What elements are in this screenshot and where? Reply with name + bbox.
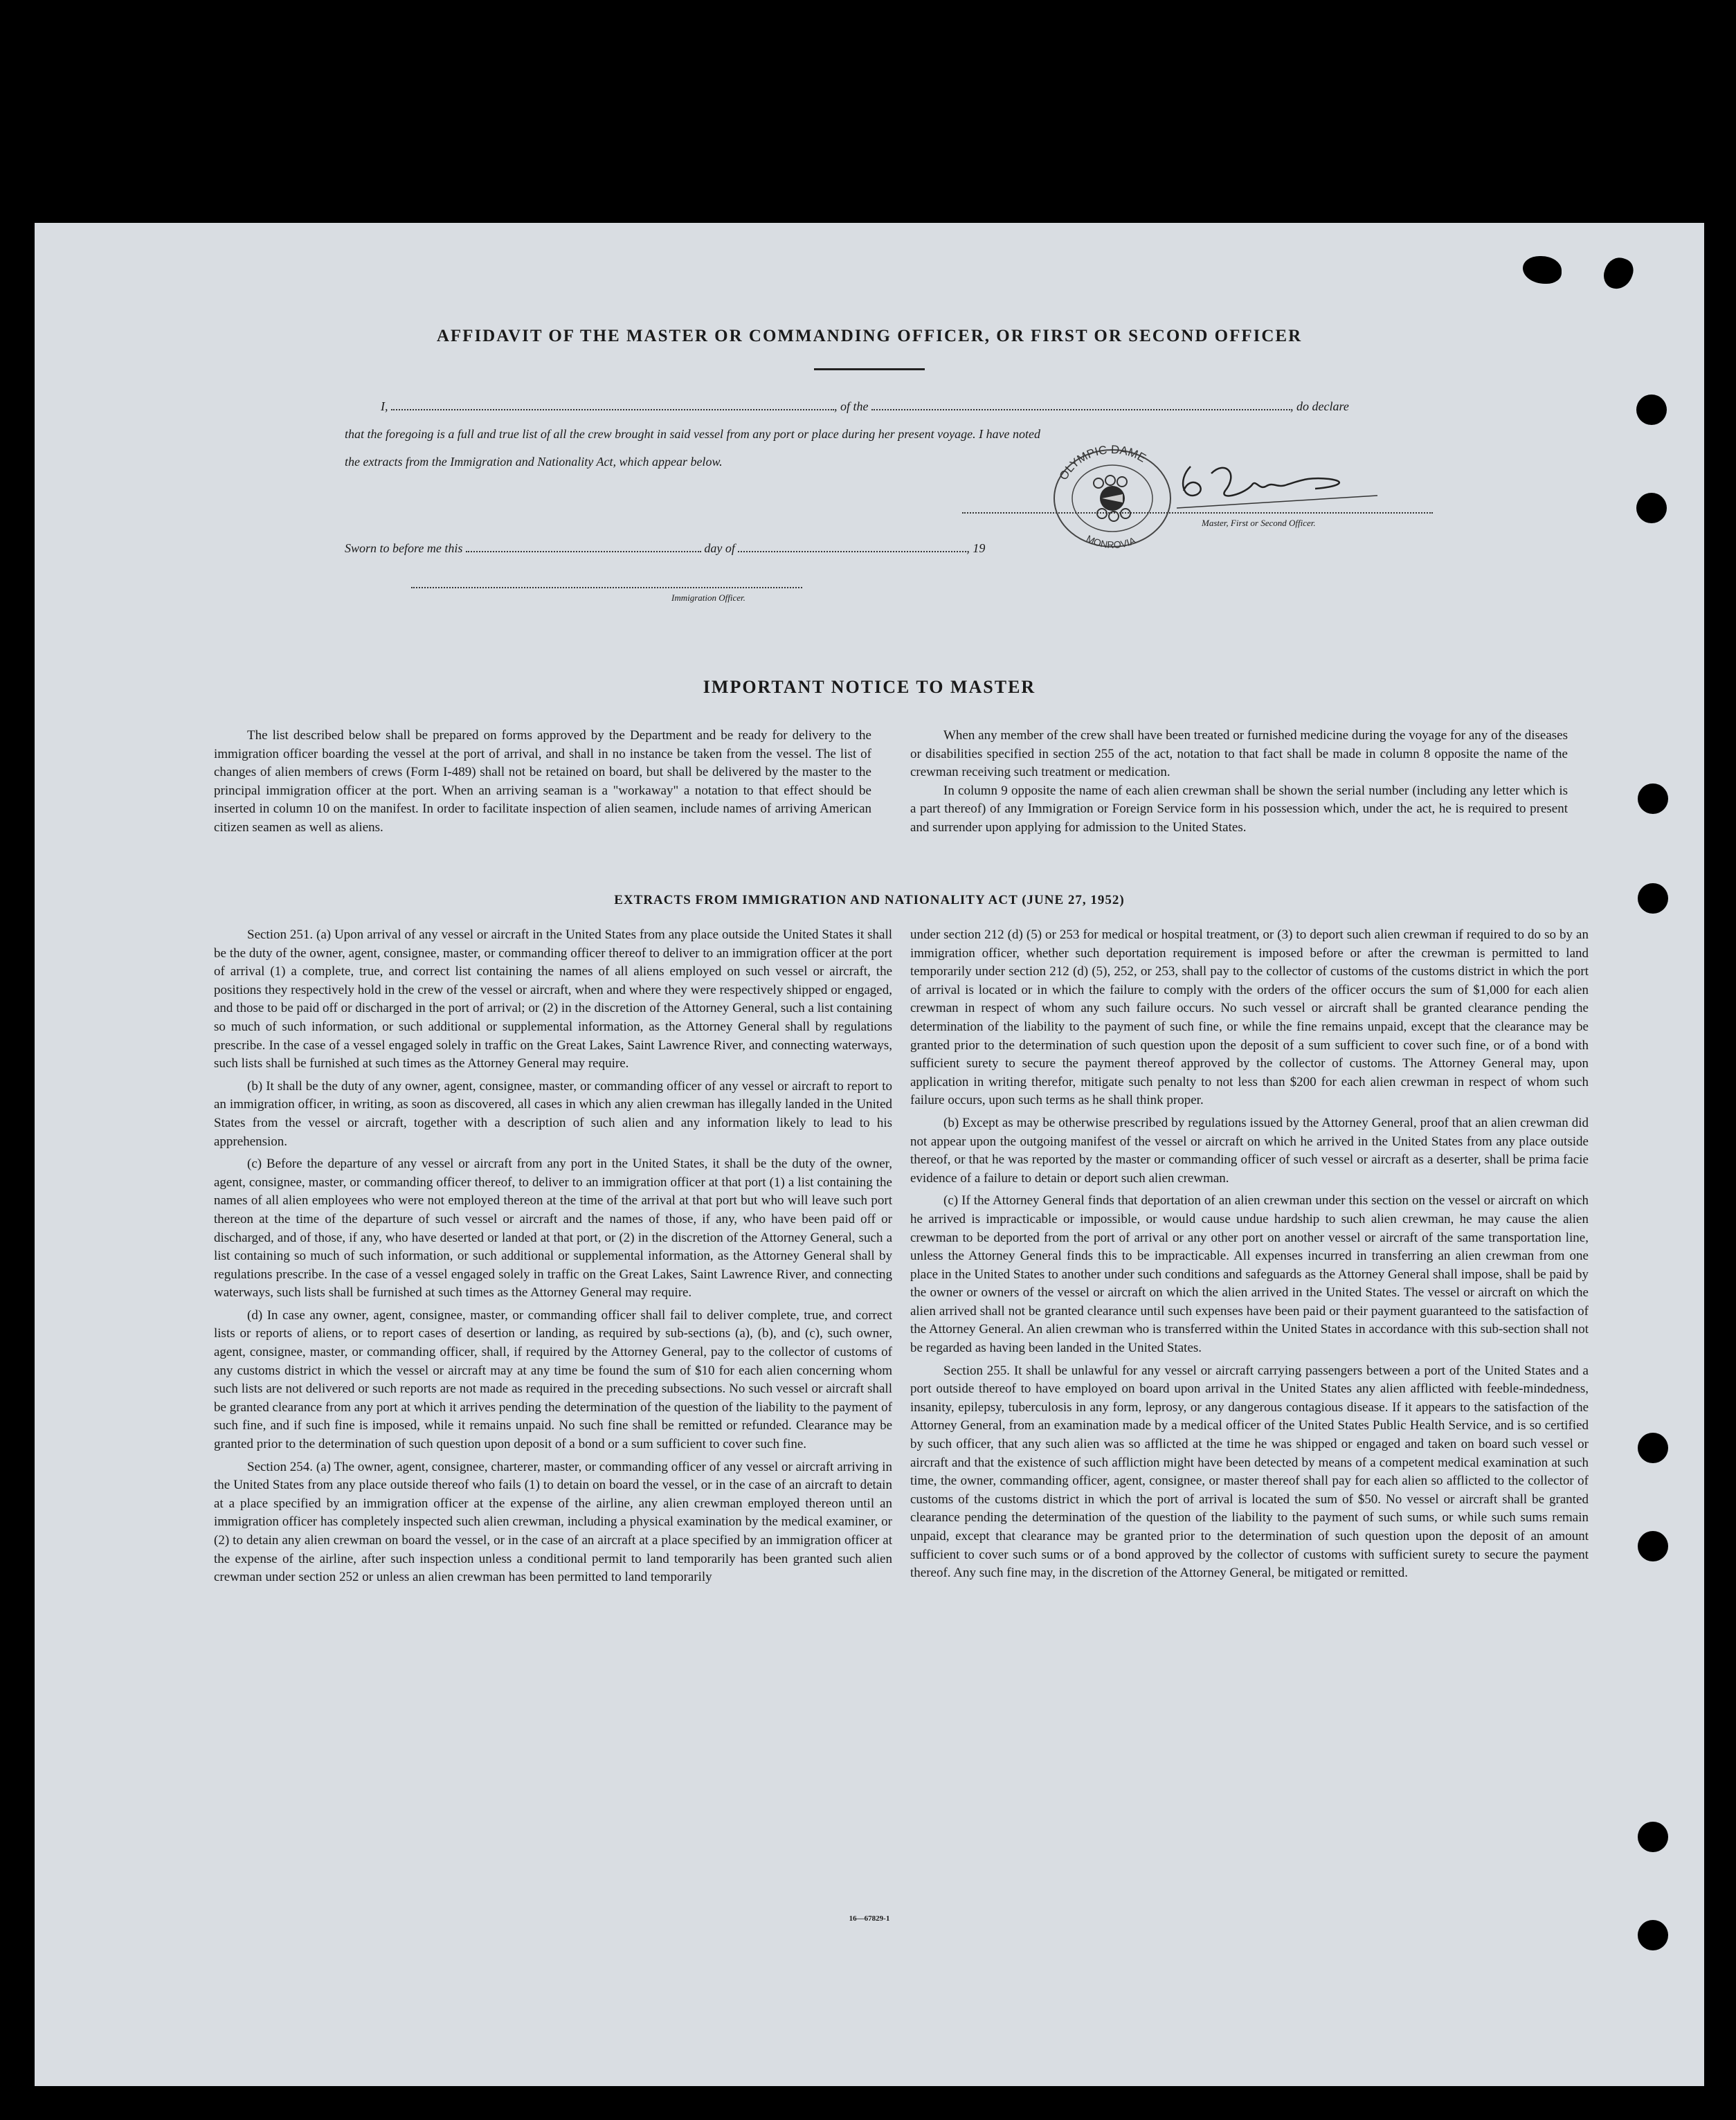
notice-title: IMPORTANT NOTICE TO MASTER <box>703 677 1036 697</box>
notice-left-paragraph: The list described below shall be prepared on forms approved by the Department and be ready for delivery to the immigration officer boarding the vessel at the port of arrival, and shall in no instance be taken from the vessel. The list of changes of alien members of crews (Form I-489) shall not be retained on board, but shall be delivered by the master to the principal immigration officer at the port. When an arriving seaman is a "workaway" a notation to that effect should be inserted in column 10 on the manifest. In order to facilitate inspection of alien seamen, include names of arriving American citizen seamen as well as aliens. <box>214 728 871 835</box>
notice-right-column <box>910 727 1568 837</box>
punch-hole <box>1638 1822 1668 1852</box>
extract-paragraph: (b) It shall be the duty of any owner, agent, consignee, master, or commanding officer of any vessel or aircraft to report to an immigration officer, in writing, as soon as discovered, all cases in which any alien crewman has illegally landed in the United States from the vessel or aircraft, together with a description of such alien and any information likely to lead to his apprehension. <box>214 1078 892 1149</box>
svg-text:OLYMPIC DAME <box>1057 444 1148 482</box>
officer-label: Immigration Officer. <box>671 592 745 603</box>
sworn-line <box>345 541 985 556</box>
affidavit-line-1 <box>381 399 1349 414</box>
master-signature <box>1170 453 1391 515</box>
stamp-bottom-text: MONROVIA <box>1084 532 1137 548</box>
master-label: Master, First or Second Officer. <box>1202 518 1316 528</box>
day-of-label: day of <box>704 541 735 555</box>
extracts-left-column <box>214 926 892 1591</box>
extract-paragraph: (c) Before the departure of any vessel or aircraft from any port in the United States, it shall be the duty of the owner, agent, consignee, master, or commanding officer thereof, to deliver to an immigration officer at that port (1) a list containing the names of all alien employees who were not employed thereon at the time of the arrival at that port but who will leave such port thereon at the time of the departure of such vessel or aircraft and the names of those, if any, who have been paid off or discharged, and of those, if any, who have deserted or landed at that port, or (2) in the discretion of the Attorney General, such a list containing so much of such information, or such additional or supplemental information, as the Attorney General shall by regulations prescribe. In the case of a vessel engaged solely in traffic on the Great Lakes, Saint Lawrence River, and connecting waterways, such lists shall be furnished at such times as the Attorney General may require. <box>214 1157 892 1301</box>
notice-right-paragraph-2: In column 9 opposite the name of each alien crewman shall be shown the serial number (including any letter which is a part thereof) of any Immigration or Foreign Service form in his possession which, under the act, he is required to present and surrender upon applying for admission to the United States. <box>910 783 1568 835</box>
extract-paragraph: (c) If the Attorney General finds that deportation of an alien crewman under this section on the vessel or aircraft on which he arrived is impracticable or impossible, or would cause undue hardship to such alien crewman, he may cause the alien crewman to be deported from the port of arrival or any other port on another vessel or aircraft of the same transportation line, unless the Attorney General finds this to be impracticable. All expenses incurred in transferring an alien crewman from one place in the United States to another under such conditions and safeguards as the Attorney General shall impose, shall be paid by the owner or owners of the vessel or aircraft on which the alien arrived in the United States. The vessel or aircraft on which the alien arrived shall not be granted clearance until such expenses have been paid or their payment guaranteed to the satisfaction of the Attorney General. An alien crewman who is transferred within the United States in accordance with this sub-section shall not be regarded as having been landed in the United States. <box>910 1193 1589 1356</box>
extract-paragraph: under section 212 (d) (5) or 253 for medical or hospital treatment, or (3) to deport such alien crewman if required to do so by an immigration officer, whether such deportation requirement is imposed before or after the crewman is permitted to land temporarily under section 212 (d) (5), 252, or 253, shall pay to the collector of customs of the customs district in which the port of arrival is located or in which the failure to comply with the orders of the officer occurs the sum of $1,000 for each alien crewman in respect of whom any such failure occurs. No such vessel or aircraft shall be granted clearance pending the determination of the liability to the payment of such fine, or while the fine remains unpaid, except that the clearance may be granted prior to the determination of such question upon the deposit of a sum sufficient to cover such fine, or of a bond with sufficient surety to secure the payment thereof approved by the collector of customs. The Attorney General may, upon application in writing therefor, mitigate such penalty to not less than $200 for each alien crewman in respect of whom such failure occurs, upon such terms as he shall think proper. <box>910 927 1589 1108</box>
ship-stamp <box>1047 444 1178 548</box>
affidavit-title: AFFIDAVIT OF THE MASTER OR COMMANDING OFFICER, OR FIRST OR SECOND OFFICER <box>436 327 1303 345</box>
punch-hole <box>1638 1920 1668 1950</box>
punch-hole <box>1638 1433 1668 1463</box>
punch-hole <box>1636 493 1667 523</box>
extracts-right-column <box>910 926 1589 1587</box>
punch-hole <box>1636 395 1667 425</box>
extract-paragraph: (b) Except as may be otherwise prescribed by regulations issued by the Attorney General, proof that an alien crewman did not appear upon the outgoing manifest of the vessel or aircraft on which he arrived in the United States from any place outside thereof, or that he was reported by the master or commanding officer of such vessel or aircraft as a deserter, shall be prima facie evidence of a failure to detain or deport such alien crewman. <box>910 1115 1589 1186</box>
punch-hole <box>1638 883 1668 914</box>
year-label: , 19 <box>966 541 986 555</box>
extract-paragraph: Section 254. (a) The owner, agent, consignee, charterer, master, or commanding officer of any vessel or aircraft arriving in the United States from any place outside thereof who fails (1) to detain on board the vessel, or in the case of an aircraft to detain at a place specified by an immigration officer at the expense of the airline, any alien crewman employed thereon until an immigration officer has completely inspected such alien crewman, including a physical examination by the medical examiner, or (2) to detain any alien crewman on board the vessel, or in the case of an aircraft at a place specified by an immigration officer at the expense of the airline, after such inspection unless a conditional permit to land temporarily has been granted such alien crewman under section 252 or unless an alien crewman has been permitted to land temporarily <box>214 1459 892 1585</box>
sworn-label: Sworn to before me this <box>345 541 463 555</box>
punch-hole <box>1638 1531 1668 1561</box>
extract-paragraph: Section 251. (a) Upon arrival of any vessel or aircraft in the United States from any place outside the United States it shall be the duty of the owner, agent, consignee, master, or commanding officer thereof to deliver to an immigration officer at the port of arrival (1) a complete, true, and correct list containing the names of all aliens employed on such vessel or aircraft, the positions they respectively hold in the crew of the vessel or aircraft, when and where they were respectively shipped or engaged, and those to be paid off or discharged in the port of arrival; or (2) in the discretion of the Attorney General, such a list containing so much of such information, or such additional or supplemental information, as the Attorney General shall by regulations prescribe. In the case of a vessel engaged solely in traffic on the Great Lakes, Saint Lawrence River, and connecting waterways, such lists shall be furnished at such times as the Attorney General may require. <box>214 927 892 1071</box>
sworn-day-blank <box>466 541 701 552</box>
extract-paragraph: (d) In case any owner, agent, consignee, master, or commanding officer shall fail to deliver complete, true, and correct lists or reports of aliens, or to report cases of desertion or landing, as required by sub-sections (a), (b), and (c), such owner, agent, consignee, master, or commanding officer, shall, if required by the Attorney General, pay to the collector of customs of any customs district in which the vessel or aircraft may at any time be found the sum of $10 for each alien concerning whom such lists are not delivered or such reports are not made as required in the preceding subsections. No such vessel or aircraft shall be granted clearance from any port at which it arrives pending the determination of the question of the liability to the payment of such fine, and if such fine is imposed, while it remains unpaid. No such fine shall be remitted or refunded. Clearance may be granted prior to the determination of such question upon deposit of a bond or a sum sufficient to cover such fine. <box>214 1307 892 1452</box>
extract-paragraph: Section 255. It shall be unlawful for any vessel or aircraft carrying passengers between a port of the United States and a port outside thereof to have employed on board upon arrival in the United States any alien afflicted with feeble-mindedness, insanity, epilepsy, tuberculosis in any form, leprosy, or any dangerous contagious disease. If it appears to the satisfaction of the Attorney General, from an examination made by a medical officer of the United States Public Health Service, and is so certified by such officer, that any such alien was so afflicted at the time he was shipped or engaged and taken on board such vessel or aircraft and that the existence of such affliction might have been detected by means of a competent medical examination at such time, the owner, commanding officer, agent, consignee, or master thereof shall pay for each alien so afflicted to the collector of customs of the customs district in which the port of arrival is located the sum of $50. No vessel or aircraft shall be granted clearance pending the determination of the question of the liability to the payment of such sums, or while such sums remain unpaid, except that clearance may be granted prior to the determination of such question upon the deposit of an amount sufficient to cover such sums or of a bond approved by the collector of customs with sufficient surety to secure the payment thereof. Any such fine may, in the discretion of the Attorney General, be mitigated or remitted. <box>910 1363 1589 1581</box>
affidavit-line-2: that the foregoing is a full and true list of all the crew brought in said vessel from any port or place during her present voyage. I have noted <box>345 427 1041 441</box>
declare-label: , do declare <box>1290 399 1349 413</box>
officer-signature-line <box>411 587 802 588</box>
stamp-top-text: OLYMPIC DAME <box>1056 444 1148 482</box>
affidavit-i-label: I, <box>381 399 388 413</box>
affidavit-line-3: the extracts from the Immigration and Nationality Act, which appear below. <box>345 455 723 469</box>
name-blank <box>391 399 834 410</box>
extracts-title: EXTRACTS FROM IMMIGRATION AND NATIONALITY ACT (JUNE 27, 1952) <box>614 893 1125 907</box>
notice-left-column <box>214 727 871 837</box>
month-blank <box>738 541 966 552</box>
punch-hole <box>1638 783 1668 814</box>
document-page <box>35 223 1704 2086</box>
vessel-blank <box>871 399 1290 410</box>
notice-right-paragraph-1: When any member of the crew shall have been treated or furnished medicine during the voyage for any of the diseases or disabilities specified in section 255 of the act, notation to that fact shall be made in column 8 opposite the name of the crewman receiving such treatment or medication. <box>910 728 1568 780</box>
of-the-label: , of the <box>834 399 869 413</box>
title-divider <box>814 368 925 370</box>
form-code: 16—67829-1 <box>849 1914 890 1923</box>
svg-text:MONROVIA <box>1085 533 1138 548</box>
